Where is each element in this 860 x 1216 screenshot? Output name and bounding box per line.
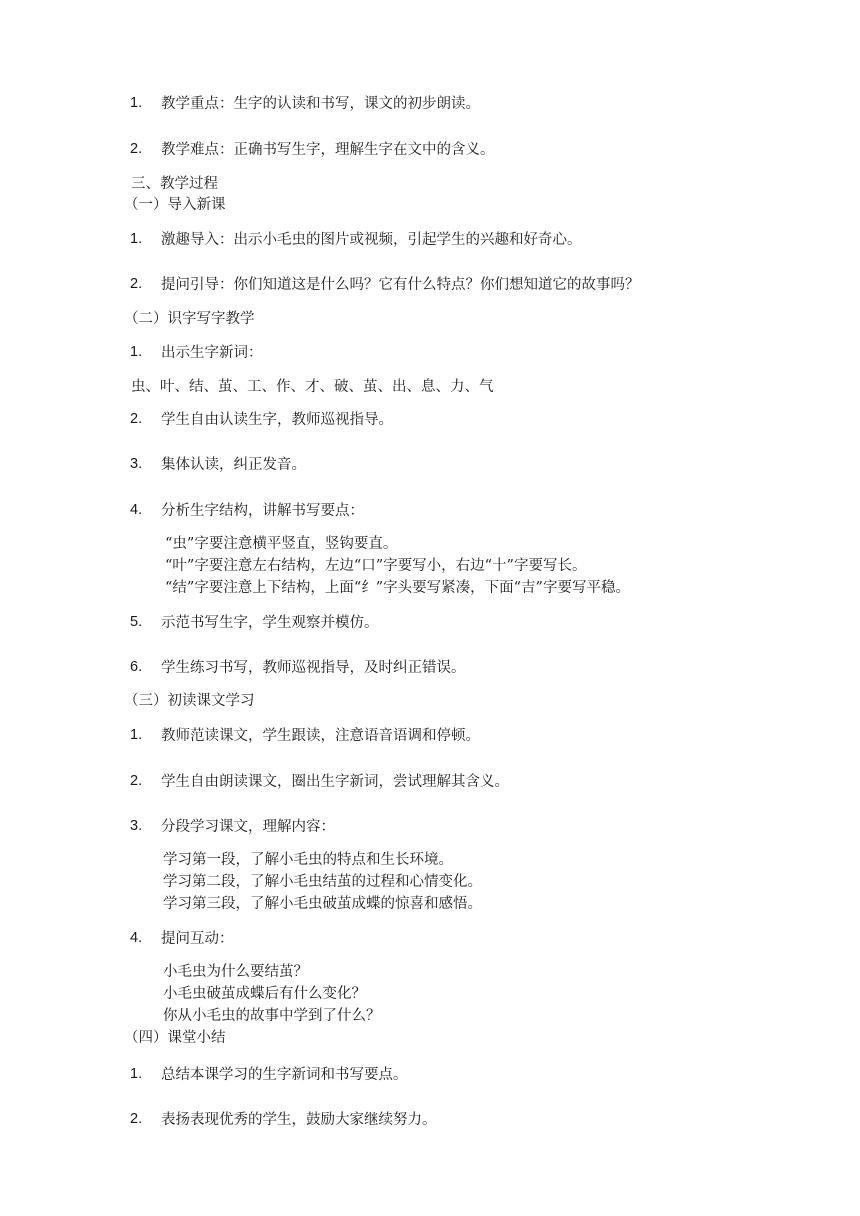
list-number: 3. [130,456,143,472]
question-item: 小毛虫破茧成蝶后有什么变化？ [163,986,366,1002]
list-item-text: 提问引导：你们知道这是什么吗？它有什么特点？你们想知道它的故事吗？ [161,277,640,293]
list-number: 2. [130,276,143,292]
subsection-heading: （二）识字写字教学 [124,311,255,327]
list-number: 2. [130,1111,143,1127]
list-number: 3. [130,818,143,834]
section-heading: 三、教学过程 [131,176,218,192]
list-item-text: 教师范读课文，学生跟读，注意语音语调和停顿。 [161,728,480,744]
list-item-text: 总结本课学习的生字新词和书写要点。 [161,1067,408,1083]
list-number: 1. [130,344,143,360]
list-item-text: 出示生字新词： [161,345,263,361]
segment-item: 学习第一段，了解小毛虫的特点和生长环境。 [163,852,453,868]
subsection-heading: （一）导入新课 [124,197,226,213]
writing-point: “结”字要注意上下结构，上面“纟”字头要写紧凑，下面“吉”字要写平稳。 [165,580,630,596]
list-item-text: 提问互动： [161,931,234,947]
list-number: 2. [130,411,143,427]
list-item-text: 示范书写生字，学生观察并模仿。 [161,615,379,631]
segment-item: 学习第三段，了解小毛虫破茧成蝶的惊喜和感悟。 [163,896,482,912]
list-item-text: 分段学习课文，理解内容： [161,819,335,835]
list-number: 1. [130,1066,143,1082]
list-number: 6. [130,659,143,675]
list-item-text: 激趣导入：出示小毛虫的图片或视频，引起学生的兴趣和好奇心。 [161,232,582,248]
question-item: 小毛虫为什么要结茧？ [163,964,308,980]
list-number: 1. [130,95,143,111]
list-number: 4. [130,930,143,946]
list-item-text: 学生练习书写，教师巡视指导，及时纠正错误。 [161,660,466,676]
list-number: 4. [130,502,143,518]
list-number: 1. [130,727,143,743]
question-item: 你从小毛虫的故事中学到了什么？ [163,1008,381,1024]
list-item-text: 分析生字结构，讲解书写要点： [161,503,364,519]
list-number: 1. [130,231,143,247]
list-item-text: 表扬表现优秀的学生，鼓励大家继续努力。 [161,1112,437,1128]
list-number: 2. [130,773,143,789]
key-point-text: 教学重点：生字的认读和书写，课文的初步朗读。 [161,96,480,112]
writing-point: “叶”字要注意左右结构，左边“口”字要写小，右边“十”字要写长。 [165,558,587,574]
subsection-heading: （三）初读课文学习 [124,693,255,709]
list-item-text: 集体认读，纠正发音。 [161,457,306,473]
list-item-text: 学生自由朗读课文，圈出生字新词，尝试理解其含义。 [161,774,509,790]
segment-item: 学习第二段，了解小毛虫结茧的过程和心情变化。 [163,874,482,890]
list-number: 2. [130,141,143,157]
writing-point: “虫”字要注意横平竖直，竖钩要直。 [165,536,398,552]
list-number: 5. [130,614,143,630]
difficult-point-text: 教学难点：正确书写生字，理解生字在文中的含义。 [161,142,495,158]
subsection-heading: （四）课堂小结 [124,1030,226,1046]
list-item-text: 学生自由认读生字，教师巡视指导。 [161,412,393,428]
new-characters-list: 虫、叶、结、茧、工、作、才、破、茧、出、息、力、气 [131,379,494,395]
